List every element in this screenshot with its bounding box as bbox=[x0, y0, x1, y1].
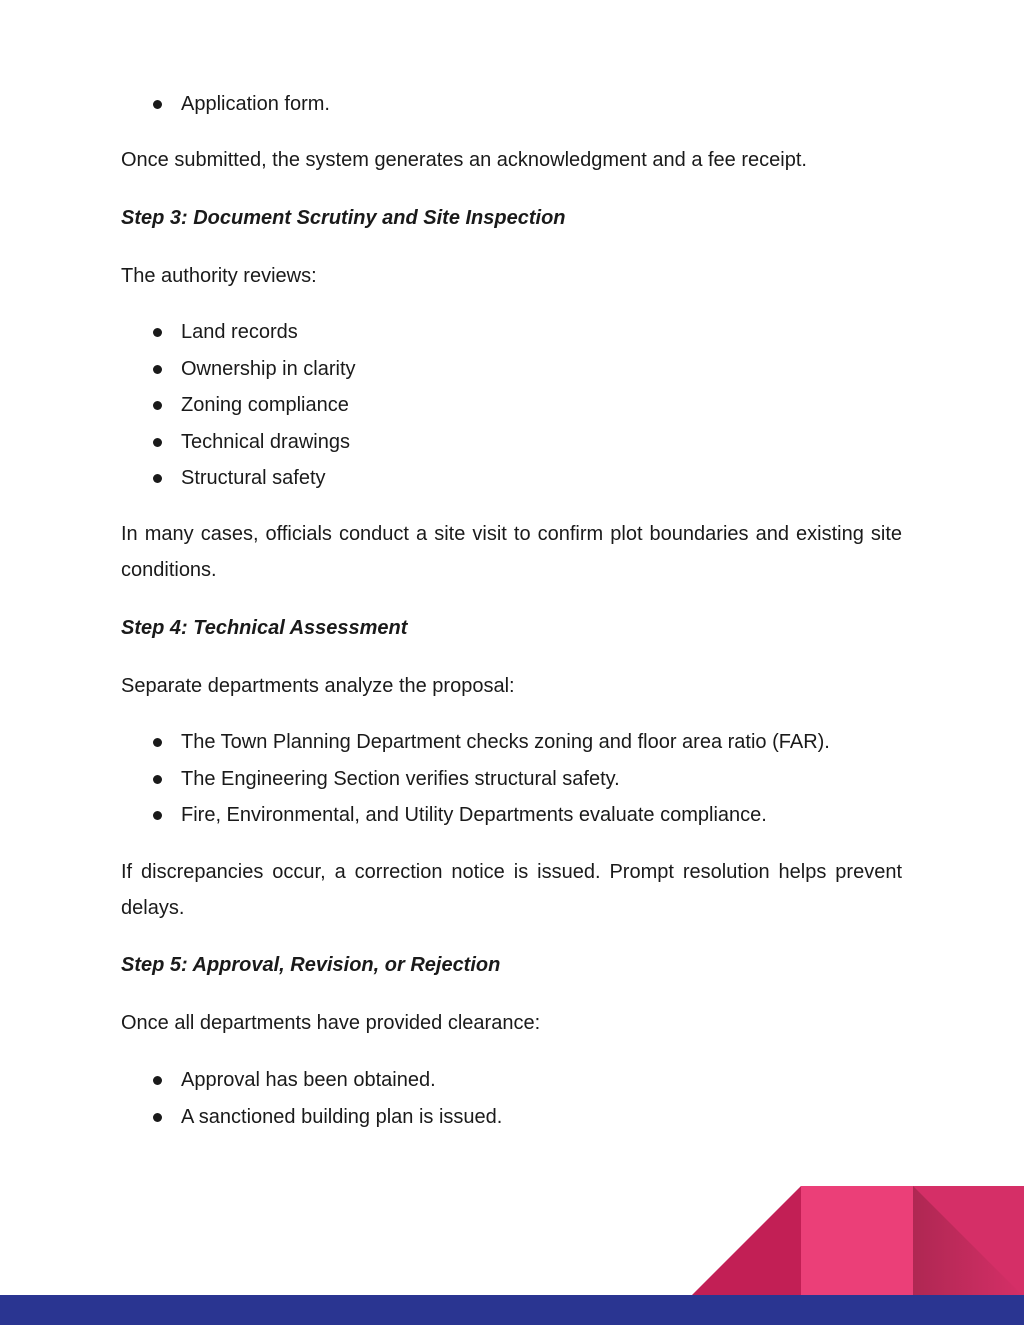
list-item: Zoning compliance bbox=[121, 387, 356, 424]
bullet-list-departments bbox=[121, 724, 830, 834]
paragraph-site-visit: In many cases, officials conduct a site visit to confirm plot boundaries and existing site conditions. bbox=[121, 523, 902, 581]
list-item: Application form. bbox=[121, 86, 330, 123]
right-block-shade-shape bbox=[913, 1186, 1024, 1297]
bullet-icon bbox=[153, 1076, 162, 1085]
list-item: The Engineering Section verifies structural safety. bbox=[121, 761, 830, 798]
bullet-list-submission bbox=[121, 86, 330, 123]
bullet-icon bbox=[153, 738, 162, 747]
bullet-icon bbox=[153, 811, 162, 820]
list-item: Technical drawings bbox=[121, 424, 356, 461]
paragraph-submitted: Once submitted, the system generates an acknowledgment and a fee receipt. bbox=[121, 149, 807, 171]
paragraph-discrepancies: If discrepancies occur, a correction notice is issued. Prompt resolution helps prevent delays. bbox=[121, 861, 902, 919]
paragraph-clearance: Once all departments have provided clearance: bbox=[121, 1012, 541, 1034]
heading-step-5: Step 5: Approval, Revision, or Rejection bbox=[121, 954, 501, 976]
magenta-triangle-shape bbox=[692, 1186, 801, 1295]
bullet-icon bbox=[153, 474, 162, 483]
bullet-icon bbox=[153, 100, 162, 109]
list-item: Land records bbox=[121, 314, 356, 351]
bullet-icon bbox=[153, 328, 162, 337]
pink-block-shape bbox=[801, 1186, 913, 1295]
paragraph-authority-reviews: The authority reviews: bbox=[121, 265, 317, 287]
list-item: Approval has been obtained. bbox=[121, 1062, 502, 1099]
bullet-icon bbox=[153, 775, 162, 784]
bullet-icon bbox=[153, 438, 162, 447]
paragraph-departments-analyze: Separate departments analyze the proposal: bbox=[121, 675, 515, 697]
footer-blue-bar bbox=[0, 1295, 1024, 1325]
heading-step-4: Step 4: Technical Assessment bbox=[121, 617, 408, 639]
list-item: A sanctioned building plan is issued. bbox=[121, 1099, 502, 1136]
list-item: Structural safety bbox=[121, 460, 356, 497]
heading-step-3: Step 3: Document Scrutiny and Site Inspection bbox=[121, 207, 566, 229]
list-item: Fire, Environmental, and Utility Departments evaluate compliance. bbox=[121, 797, 830, 834]
bullet-icon bbox=[153, 1113, 162, 1122]
list-item: The Town Planning Department checks zoning and floor area ratio (FAR). bbox=[121, 724, 830, 761]
bullet-list-approval bbox=[121, 1062, 502, 1135]
bullet-icon bbox=[153, 365, 162, 374]
right-block-shape bbox=[913, 1186, 1024, 1295]
bullet-icon bbox=[153, 401, 162, 410]
list-item: Ownership in clarity bbox=[121, 351, 356, 388]
bullet-list-reviews bbox=[121, 314, 356, 497]
